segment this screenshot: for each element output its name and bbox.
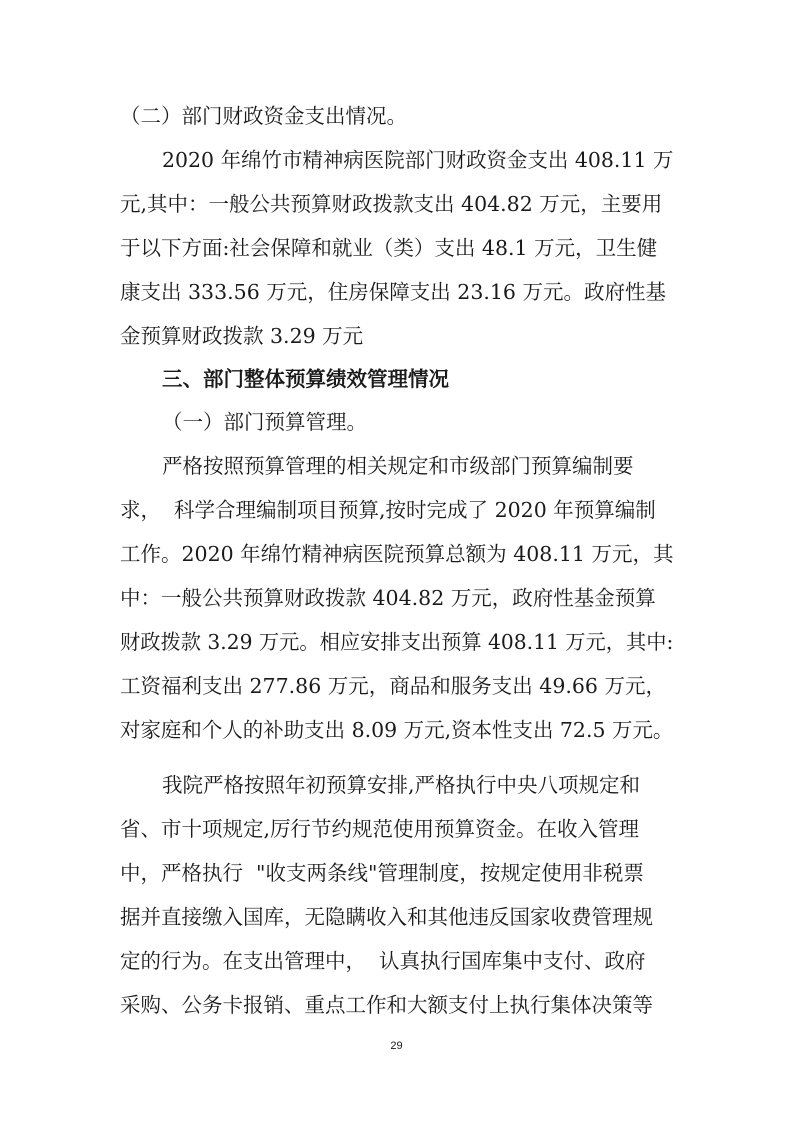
- paragraph-line: 采购、公务卡报销、重点工作和大额支付上执行集体决策等: [120, 993, 653, 1017]
- paragraph-line: 定的行为。在支出管理中， 认真执行国库集中支付、政府: [120, 949, 646, 973]
- paragraph-line: 2020 年绵竹市精神病医院部门财政资金支出 408.11 万: [162, 148, 674, 172]
- paragraph-line: 严格按照预算管理的相关规定和市级部门预算编制要: [162, 454, 634, 478]
- paragraph-line: 我院严格按照年初预算安排,严格执行中央八项规定和: [162, 773, 641, 797]
- paragraph-line: 工作。2020 年绵竹精神病医院预算总额为 408.11 万元，其: [120, 542, 674, 566]
- paragraph-line: 工资福利支出 277.86 万元，商品和服务支出 49.66 万元，: [120, 674, 666, 698]
- paragraph-line: 对家庭和个人的补助支出 8.09 万元,资本性支出 72.5 万元。: [120, 718, 674, 742]
- paragraph-line: 金预算财政拨款 3.29 万元: [120, 324, 364, 348]
- paragraph-line: 中，严格执行 "收支两条线"管理制度，按规定使用非税票: [120, 861, 644, 885]
- paragraph-line: 据并直接缴入国库，无隐瞒收入和其他违反国家收费管理规: [120, 905, 653, 929]
- paragraph-line: 康支出 333.56 万元，住房保障支出 23.16 万元。政府性基: [120, 280, 666, 304]
- subheading-budget-management: （一）部门预算管理。: [162, 410, 367, 434]
- section-heading: 三、部门整体预算绩效管理情况: [162, 367, 449, 391]
- paragraph-line: 省、市十项规定,厉行节约规范使用预算资金。在收入管理: [120, 817, 640, 841]
- subheading-fiscal-spending: （二）部门财政资金支出情况。: [120, 104, 407, 128]
- paragraph-line: 中：一般公共预算财政拨款 404.82 万元，政府性基金预算: [120, 586, 656, 610]
- paragraph-line: 于以下方面:社会保障和就业（类）支出 48.1 万元，卫生健: [120, 236, 658, 260]
- paragraph-line: 财政拨款 3.29 万元。相应安排支出预算 408.11 万元，其中:: [120, 630, 674, 654]
- page-number: 29: [390, 1040, 403, 1052]
- paragraph-line: 元,其中：一般公共预算财政拨款支出 404.82 万元，主要用: [120, 192, 663, 216]
- paragraph-line: 求， 科学合理编制项目预算,按时完成了 2020 年预算编制: [120, 498, 656, 522]
